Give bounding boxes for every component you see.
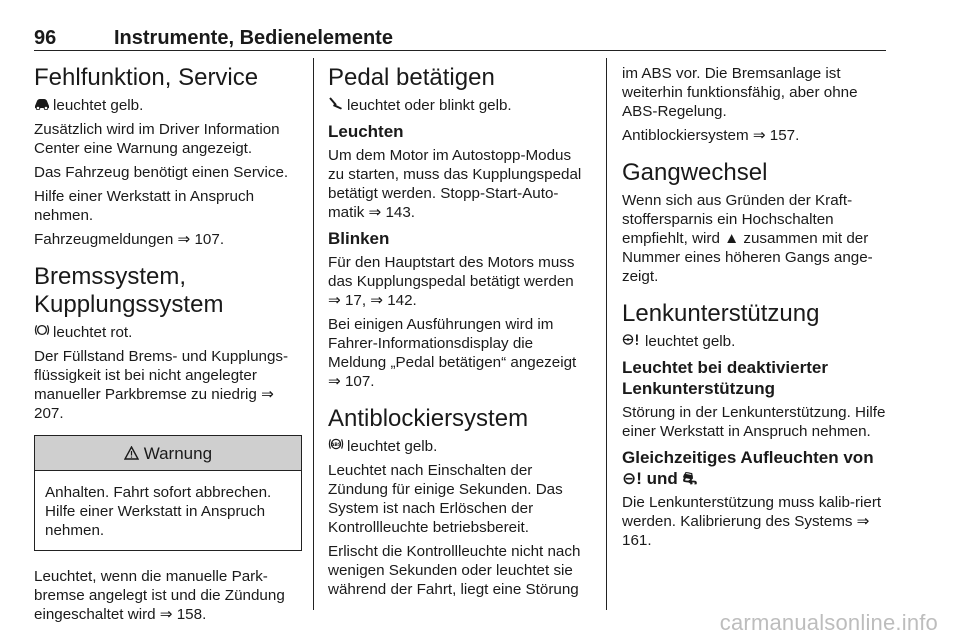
paragraph-text: leuchtet gelb. [645, 333, 736, 350]
subheading-gleichzeitig: Gleichzeitiges Aufleuchten von ⊖! und ⛐ [622, 448, 874, 488]
section-heading-brake [34, 263, 302, 319]
paragraph: Zusätzlich wird im Driver Information Center eine Warnung angezeigt. [34, 121, 280, 157]
paragraph: Die Lenkunterstützung muss kalib-riert werden. Kalibrierung des Systems ⇒ 161. [622, 494, 882, 549]
cross-reference: Fahrzeugmeldungen ⇒ 107. [34, 231, 225, 248]
paragraph: Leuchtet, wenn die manuelle Park-bremse angelegt ist und die Zündung eingeschaltet wird ⇒ 158. [34, 568, 285, 623]
paragraph-text: leuchtet rot. [53, 324, 133, 341]
paragraph-text: leuchtet oder blinkt gelb. [347, 97, 512, 114]
page-header [34, 27, 886, 51]
column-1 [34, 58, 302, 629]
svg-text:ABS: ABS [330, 443, 342, 448]
section-heading-gangwechsel: Gangwechsel [622, 159, 768, 186]
warning-triangle-icon [124, 444, 144, 463]
car-wrench-icon [34, 96, 50, 115]
subheading-blinken: Blinken [328, 229, 390, 248]
paragraph: Leuchtet nach Einschalten der Zündung für einige Sekunden. Das System ist nach Erlöschen der Kontrollleuchte betriebsbereit. [328, 462, 563, 536]
section-heading-lenkunterstuetzung: Lenkunterstützung [622, 300, 820, 327]
paragraph: Wenn sich aus Gründen der Kraft-stoffersparnis ein Hochschalten empfiehlt, wird ▲ zusammen mit der Nummer eines höheren Gangs ange-zeigt. [622, 192, 873, 285]
heading-line: Bremssystem, [34, 263, 187, 290]
paragraph: Der Füllstand Brems- und Kupplungs-flüssigkeit ist bei nicht angelegter manueller Parkbremse zu niedrig ⇒ 207. [34, 348, 289, 422]
column-divider [313, 58, 314, 610]
chapter-title: Instrumente, Bedienelemente [114, 27, 393, 49]
page-number: 96 [34, 27, 57, 49]
paragraph: Hilfe einer Werkstatt in Anspruch nehmen. [34, 188, 255, 224]
subheading-leuchten: Leuchten [328, 122, 404, 141]
paragraph: Das Fahrzeug benötigt einen Service. [34, 164, 289, 181]
warning-body [35, 471, 301, 550]
paragraph: Erlischt die Kontrollleuchte nicht nach wenigen Sekunden oder leuchtet sie während der Fahrt, liegt eine Störung [328, 543, 581, 598]
paragraph: Störung in der Lenkunterstützung. Hilfe einer Werkstatt in Anspruch nehmen. [622, 404, 886, 440]
paragraph: im ABS vor. Die Bremsanlage ist weiterhin funktionsfähig, aber ohne ABS-Regelung. [622, 65, 858, 120]
warning-title: Warnung [143, 444, 213, 463]
paragraph [34, 323, 302, 342]
paragraph-text: leuchtet gelb. [53, 97, 144, 114]
column-2 [328, 58, 590, 604]
section-heading-abs: Antiblockiersystem [328, 405, 529, 432]
paragraph [622, 332, 886, 351]
steering-warning-icon [622, 332, 642, 351]
abs-icon [328, 437, 344, 456]
paragraph: Um dem Motor im Autostopp-Modus zu starten, muss das Kupplungspedal betätigt werden. Stopp-Start-Auto-matik ⇒ 143. [328, 147, 582, 221]
paragraph-text: leuchtet gelb. [347, 438, 438, 455]
paragraph [34, 96, 302, 115]
warning-text: Anhalten. Fahrt sofort abbrechen. Hilfe einer Werkstatt in Anspruch nehmen. [45, 484, 272, 539]
paragraph [328, 437, 590, 456]
paragraph: Bei einigen Ausführungen wird im Fahrer-Informationsdisplay die Meldung „Pedal betätigen“ angezeigt ⇒ 107. [328, 316, 577, 390]
paragraph: Für den Hauptstart des Motors muss das Kupplungspedal betätigt werden ⇒ 17, ⇒ 142. [328, 254, 575, 309]
subheading-deaktiviert: Leuchtet bei deaktivierter Lenkunterstützung [622, 358, 828, 398]
clutch-pedal-icon [328, 96, 344, 115]
warning-box [34, 435, 302, 551]
watermark: carmanualsonline.info [719, 610, 938, 635]
warning-header [35, 436, 301, 471]
section-heading-service: Fehlfunktion, Service [34, 64, 259, 91]
column-3 [622, 58, 886, 555]
brake-warning-icon [34, 323, 50, 342]
paragraph [328, 96, 590, 115]
section-heading-pedal: Pedal betätigen [328, 64, 495, 91]
column-divider [606, 58, 607, 610]
heading-line: Kupplungssystem [34, 291, 224, 318]
cross-reference: Antiblockiersystem ⇒ 157. [622, 127, 800, 144]
